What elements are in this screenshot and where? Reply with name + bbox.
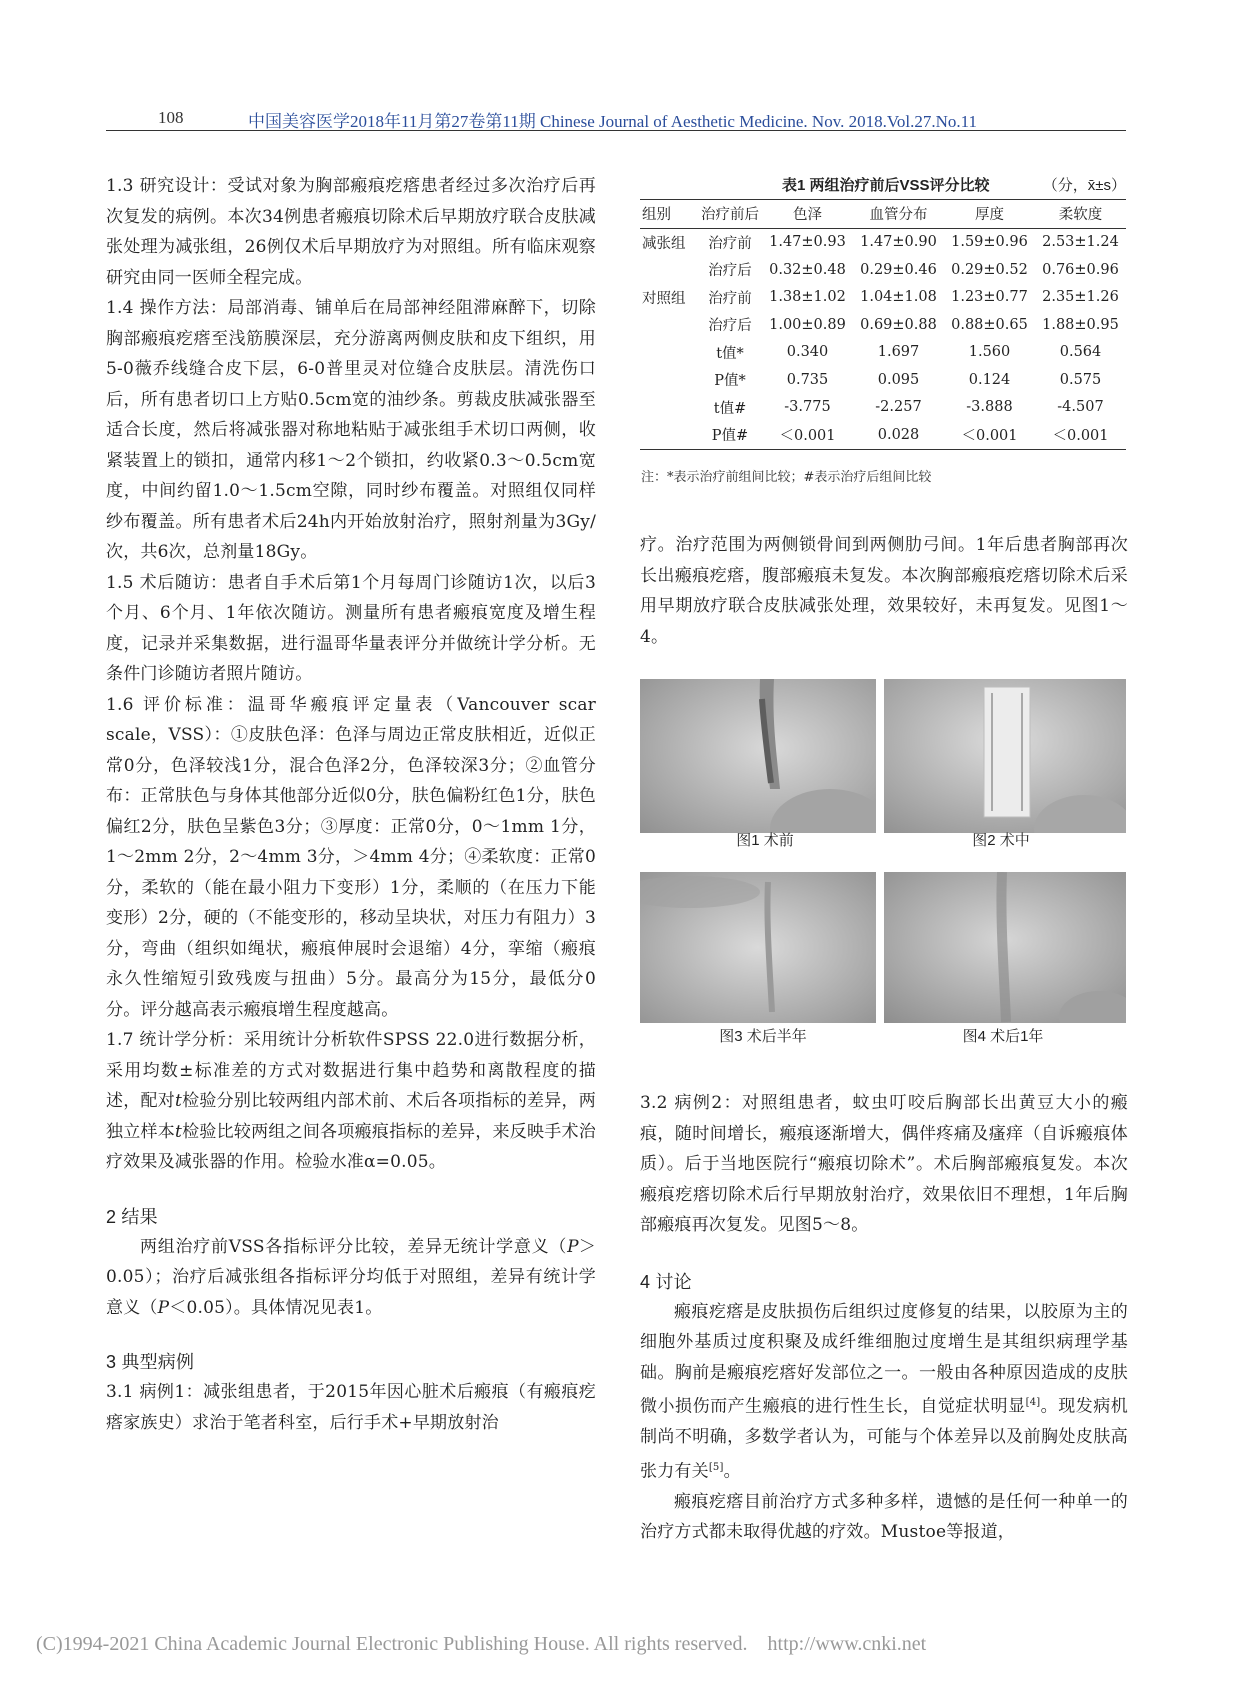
vss-score-table — [640, 199, 1126, 450]
table-title: 表1 两组治疗前后VSS评分比较 — [782, 177, 990, 194]
table-cell: 减张组 — [642, 235, 686, 252]
figure-2-caption: 图2 术中 — [972, 832, 1030, 849]
table-cell: 1.47±0.93 — [769, 234, 846, 251]
table-cell: 1.00±0.89 — [769, 316, 846, 333]
table-unit: （分，x̄±s） — [1042, 177, 1126, 194]
section-1-4: 1.4 操作方法：局部消毒、铺单后在局部神经阻滞麻醉下，切除胸部瘢痕疙瘩至浅筋膜深层，充分游离两侧皮肤和皮下组织，用5-0薇乔线缝合皮下层，6-0普里灵对位缝合皮肤层。清洗伤口后，所有患者切口上方贴0.5cm宽的油纱条。剪裁皮肤减张器至适合长度，然后将减张器对称地粘贴于减张组手术切口两侧，收紧装置上的锁扣，通常内移1～2个锁扣，约收紧0.3～0.5cm宽度，中间约留1.0～1.5cm空隙，同时纱布覆盖。对照组仅同样纱布覆盖。所有患者术后24h内开始放射治疗，照射剂量为3Gy/次，共6次，总剂量18Gy。 — [106, 298, 596, 562]
table-cell: 1.560 — [968, 344, 1011, 361]
table-row — [640, 366, 1126, 394]
figure-4-caption: 图4 术后1年 — [962, 1028, 1044, 1045]
journal-citation: 中国美容医学2018年11月第27卷第11期 Chinese Journal of Aesthetic Medicine. Nov. 2018.Vol.27.No.11 — [248, 112, 978, 131]
table-cell: 0.564 — [1059, 344, 1102, 361]
table-cell — [640, 339, 698, 367]
table-cell — [640, 311, 698, 339]
section-1-3: 1.3 研究设计：受试对象为胸部瘢痕疙瘩患者经过多次治疗后再次复发的病例。本次34例患者瘢痕切除术后早期放疗联合皮肤减张处理为减张组，26例仅术后早期放疗为对照组。所有临床观察研究由同一医师全程完成。 — [106, 176, 596, 288]
table-cell: 0.028 — [877, 426, 920, 443]
table-cell — [640, 366, 698, 394]
table-row — [640, 284, 1126, 312]
table-cell: 0.575 — [1059, 371, 1102, 388]
table-cell: -3.888 — [966, 399, 1013, 416]
table-cell: 0.29±0.52 — [951, 261, 1028, 278]
table-row — [640, 421, 1126, 449]
table-cell: 0.32±0.48 — [769, 261, 846, 278]
table-cell: 0.76±0.96 — [1042, 261, 1119, 278]
figure-4-photo — [884, 872, 1126, 1023]
table-cell: -2.257 — [875, 399, 922, 416]
table-note: 注：*表示治疗前组间比较；#表示治疗后组间比较 — [641, 470, 932, 485]
table-cell: 对照组 — [642, 290, 686, 307]
results-paragraph: 两组治疗前VSS各指标评分比较，差异无统计学意义（P＞0.05）；治疗后减张组各指标评分均低于对照组，差异有统计学意义（P＜0.05）。具体情况见表1。 — [106, 1236, 596, 1318]
figure-2-photo — [884, 679, 1126, 833]
case-1-continued: 疗。治疗范围为两侧锁骨间到两侧肋弓间。1年后患者胸部再次长出瘢痕疙瘩，腹部瘢痕未复发。本次胸部瘢痕疙瘩切除术后采用早期放疗联合皮肤减张处理，效果较好，未再复发。见图1～4。 — [640, 535, 1128, 647]
section-1-7: 1.7 统计学分析：采用统计分析软件SPSS 22.0进行数据分析，采用均数±标准差的方式对数据进行集中趋势和离散程度的描述，配对t检验分别比较两组内部术前、术后各项指标的差异，两独立样本t检验比较两组之间各项瘢痕指标的差异，来反映手术治疗效果及减张器的作用。检验水准α=0.05。 — [106, 1030, 596, 1172]
table-header-row: 组别 治疗前后 色泽 血管分布 厚度 柔软度 — [640, 200, 1126, 229]
discussion-paragraph-1: 瘢痕疙瘩是皮肤损伤后组织过度修复的结果，以胶原为主的细胞外基质过度积聚及成纤维细胞过度增生是其组织病理学基础。胸前是瘢痕疙瘩好发部位之一。一般由各种原因造成的皮肤微小损伤而产生瘢痕的进行性生长，自觉症状明显[4]。现发病机制尚不明确，多数学者认为，可能与个体差异以及前胸处皮肤高张力有关[5]。 — [640, 1301, 1128, 1482]
section-1-5: 1.5 术后随访：患者自手术后第1个月每周门诊随访1次，以后3个月、6个月、1年依次随访。测量所有患者瘢痕宽度及增生程度，记录并采集数据，进行温哥华量表评分并做统计学分析。无条件门诊随访者照片随访。 — [106, 572, 596, 684]
table-cell: 0.095 — [877, 371, 920, 388]
table-cell: P值# — [711, 428, 749, 445]
table-cell: ＜0.001 — [961, 428, 1018, 445]
table-cell: 0.124 — [968, 371, 1011, 388]
table-cell: 0.340 — [786, 344, 829, 361]
heading-discussion: 4 讨论 — [640, 1271, 692, 1292]
table-row — [640, 228, 1126, 256]
left-column — [106, 171, 596, 1438]
table-cell: t值# — [713, 400, 747, 417]
discussion-paragraph-2: 瘢痕疙瘩目前治疗方式多种多样，遗憾的是任何一种单一的治疗方式都未取得优越的疗效。Mustoe等报道， — [640, 1491, 1128, 1543]
table-cell: 治疗前 — [708, 235, 752, 252]
table-row — [640, 394, 1126, 422]
table-cell: 2.35±1.26 — [1042, 289, 1119, 306]
figure-3-caption: 图3 术后半年 — [719, 1028, 807, 1045]
header-rule — [106, 130, 1126, 131]
table-cell: 1.04±1.08 — [860, 289, 937, 306]
heading-results: 2 结果 — [106, 1206, 158, 1227]
table-cell: 1.23±0.77 — [951, 289, 1028, 306]
copyright-footer: (C)1994-2021 China Academic Journal Electronic Publishing House. All rights reserved. http://www.cnki.net — [36, 1633, 927, 1655]
section-1-6: 1.6 评价标准：温哥华瘢痕评定量表（Vancouver scar scale，VSS）：①皮肤色泽：色泽与周边正常皮肤相近，近似正常0分，色泽较浅1分，混合色泽2分，色泽较深3分；②血管分布：正常肤色与身体其他部分近似0分，肤色偏粉红色1分，肤色偏红2分，肤色呈紫色3分；③厚度：正常0分，0～1mm 1分，1～2mm 2分，2～4mm 3分，＞4mm 4分；④柔软度：正常0分，柔软的（能在最小阻力下变形）1分，柔顺的（在压力下能变形）2分，硬的（不能变形的，移动呈块状，对压力有阻力）3分，弯曲（组织如绳状，瘢痕伸展时会退缩）4分，挛缩（瘢痕永久性缩短引致残废与扭曲）5分。最高分为15分，最低分0分。评分越高表示瘢痕增生程度越高。 — [106, 694, 596, 1020]
table-cell: 治疗后 — [708, 318, 752, 335]
table-cell: 1.697 — [877, 344, 920, 361]
heading-cases: 3 典型病例 — [106, 1352, 195, 1372]
table-cell: 1.38±1.02 — [769, 289, 846, 306]
table-cell: P值* — [714, 373, 746, 390]
page-number: 108 — [158, 108, 184, 127]
table-cell: 治疗前 — [708, 290, 752, 307]
table-cell: 治疗后 — [708, 263, 752, 280]
right-column-top — [640, 530, 1128, 652]
table-cell: 1.47±0.90 — [860, 234, 937, 251]
figure-1-photo — [640, 679, 876, 833]
table-cell: 2.53±1.24 — [1042, 234, 1119, 251]
table-cell: 1.88±0.95 — [1042, 316, 1119, 333]
table-cell: ＜0.001 — [779, 428, 836, 445]
table-row — [640, 339, 1126, 367]
table-cell: t值* — [716, 345, 744, 362]
case-1-start: 3.1 病例1：减张组患者，于2015年因心脏术后瘢痕（有瘢痕疙瘩家族史）求治于笔者科室，后行手术+早期放射治 — [106, 1382, 596, 1433]
right-column-bottom — [640, 1088, 1128, 1548]
table-cell: 0.29±0.46 — [860, 261, 937, 278]
figure-3-photo — [640, 872, 876, 1023]
table-row — [640, 256, 1126, 284]
table-cell — [640, 421, 698, 449]
table-cell: 0.69±0.88 — [860, 316, 937, 333]
table-cell: 1.59±0.96 — [951, 234, 1028, 251]
table-cell: 0.88±0.65 — [951, 316, 1028, 333]
table-cell: ＜0.001 — [1052, 428, 1109, 445]
figure-1-caption: 图1 术前 — [736, 832, 794, 849]
table-cell: 0.735 — [786, 371, 829, 388]
table-cell — [640, 256, 698, 284]
running-header — [106, 104, 1126, 132]
table-row — [640, 311, 1126, 339]
table-cell: -3.775 — [784, 399, 831, 416]
table-caption — [640, 172, 1126, 198]
table-cell — [640, 394, 698, 422]
table-cell: -4.507 — [1057, 399, 1104, 416]
case-2: 3.2 病例2：对照组患者，蚊虫叮咬后胸部长出黄豆大小的瘢痕，随时间增长，瘢痕逐渐增大，偶伴疼痛及瘙痒（自诉瘢痕体质）。后于当地医院行“瘢痕切除术”。术后胸部瘢痕复发。本次瘢痕疙瘩切除术后行早期放射治疗，效果依旧不理想，1年后胸部瘢痕再次复发。见图5～8。 — [640, 1093, 1128, 1235]
